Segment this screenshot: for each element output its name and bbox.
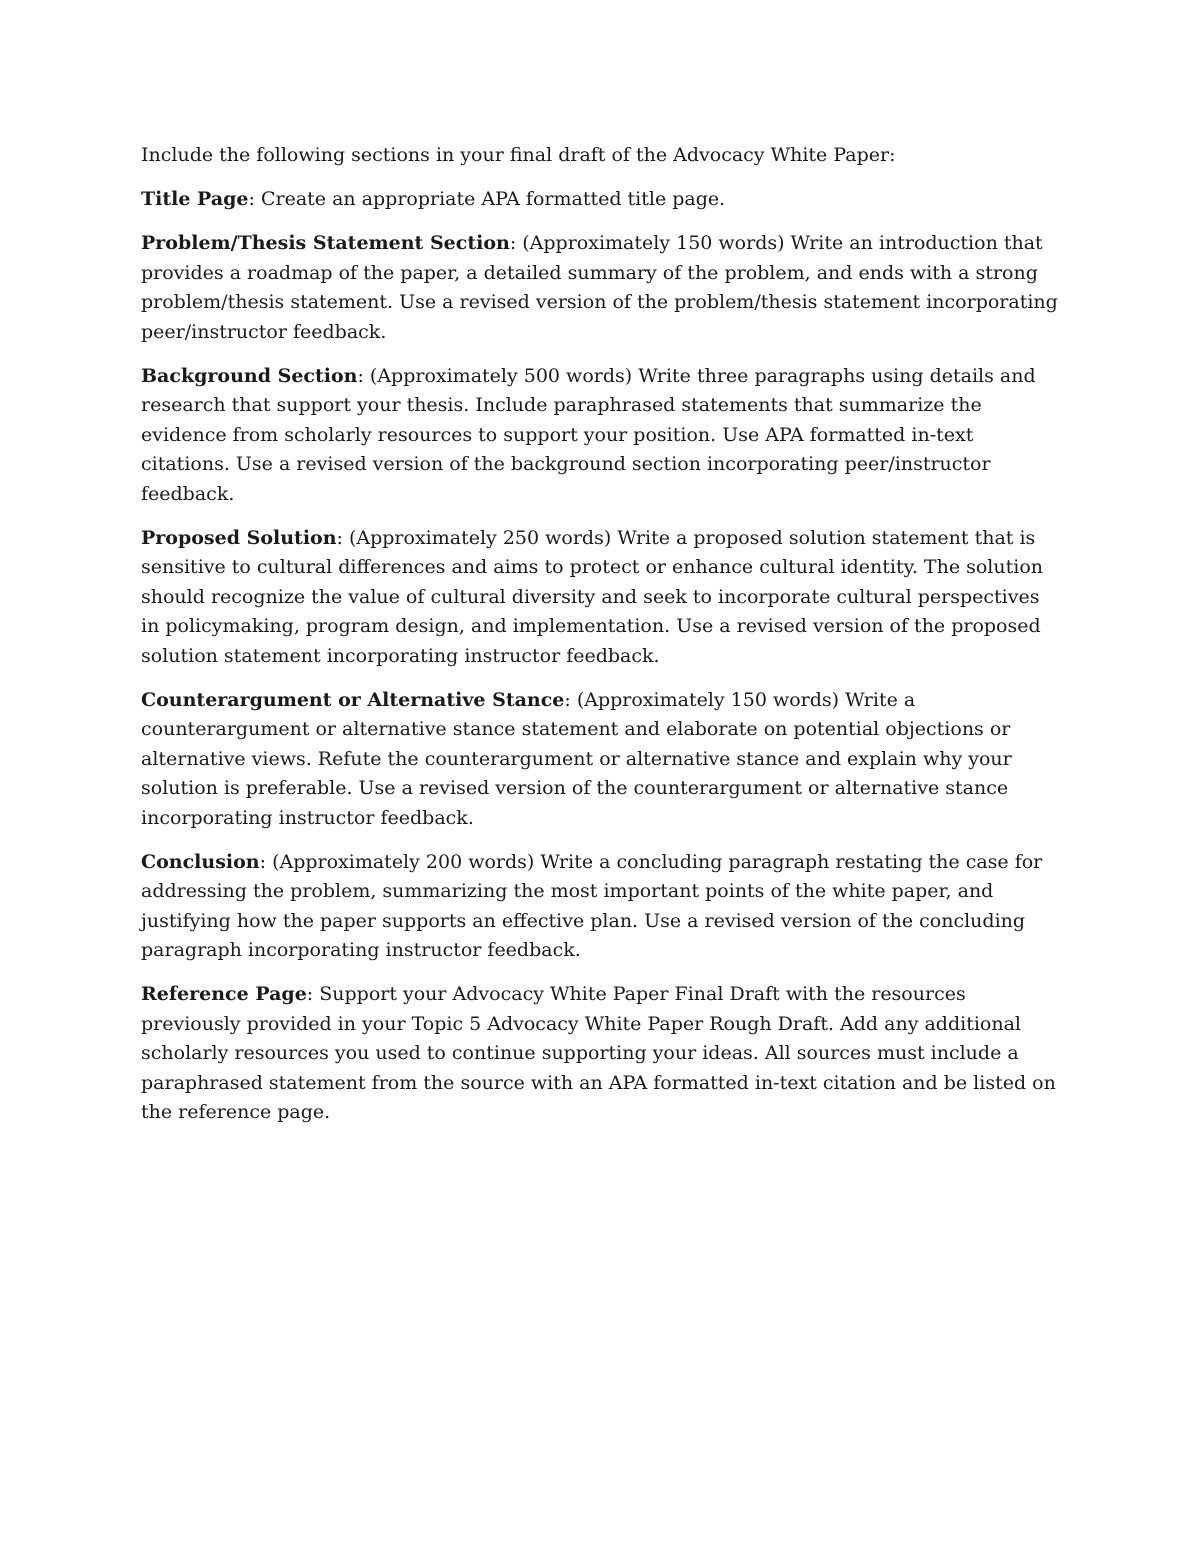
section-label: Reference Page <box>141 983 307 1005</box>
section-proposed-solution <box>141 524 1059 672</box>
section-text: : (Approximately 250 words) Write a proposed solution statement that is sensitive to cultural differences and aims to protect or enhance cultural identity. The solution should recognize the value of cultural diversity and seek to incorporate cultural perspectives in policymaking, program design, and implementation. Use a revised version of the proposed solution statement incorporating instructor feedback. <box>141 526 1044 667</box>
document-body <box>141 141 1059 1142</box>
section-counterargument <box>141 686 1059 834</box>
section-text: : (Approximately 150 words) Write a counterargument or alternative stance statement and elaborate on potential objections or alternative views. Refute the counterargument or alternative stance and explain why your solution is preferable. Use a revised version of the counterargument or alternative stance incorporating instructor feedback. <box>141 688 1012 829</box>
section-problem-thesis <box>141 229 1059 347</box>
intro-paragraph: Include the following sections in your final draft of the Advocacy White Paper: <box>141 144 896 166</box>
section-label: Conclusion <box>141 850 260 873</box>
section-text: : (Approximately 500 words) Write three paragraphs using details and research that support your thesis. Include paraphrased statements that summarize the evidence from scholarly resources to support your position. Use APA formatted in-text citations. Use a revised version of the background section incorporating peer/instructor feedback. <box>141 364 1036 505</box>
section-text: : Create an appropriate APA formatted title page. <box>248 188 726 210</box>
section-reference-page <box>141 980 1059 1128</box>
section-label: Title Page <box>141 188 249 210</box>
section-text: : Support your Advocacy White Paper Final Draft with the resources previously provided in your Topic 5 Advocacy White Paper Rough Draft. Add any additional scholarly resources you used to continue supporting your ideas. All sources must include a paraphrased statement from the source with an APA formatted in-text citation and be listed on the reference page. <box>141 983 1056 1123</box>
section-label: Counterargument or Alternative Stance <box>141 688 565 711</box>
section-text: : (Approximately 200 words) Write a concluding paragraph restating the case for addressing the problem, summarizing the most important points of the white paper, and justifying how the paper supports an effective plan. Use a revised version of the concluding paragraph incorporating instructor feedback. <box>141 850 1043 961</box>
section-label: Problem/Thesis Statement Section <box>141 232 510 254</box>
section-label: Background Section <box>141 364 358 387</box>
section-background <box>141 362 1059 510</box>
section-label: Proposed Solution <box>141 526 337 549</box>
section-title-page <box>141 185 1059 215</box>
section-conclusion <box>141 848 1059 966</box>
section-text: : (Approximately 150 words) Write an introduction that provides a roadmap of the paper, a detailed summary of the problem, and ends with a strong problem/thesis statement. Use a revised version of the problem/thesis statement incorporating peer/instructor feedback. <box>141 232 1058 343</box>
